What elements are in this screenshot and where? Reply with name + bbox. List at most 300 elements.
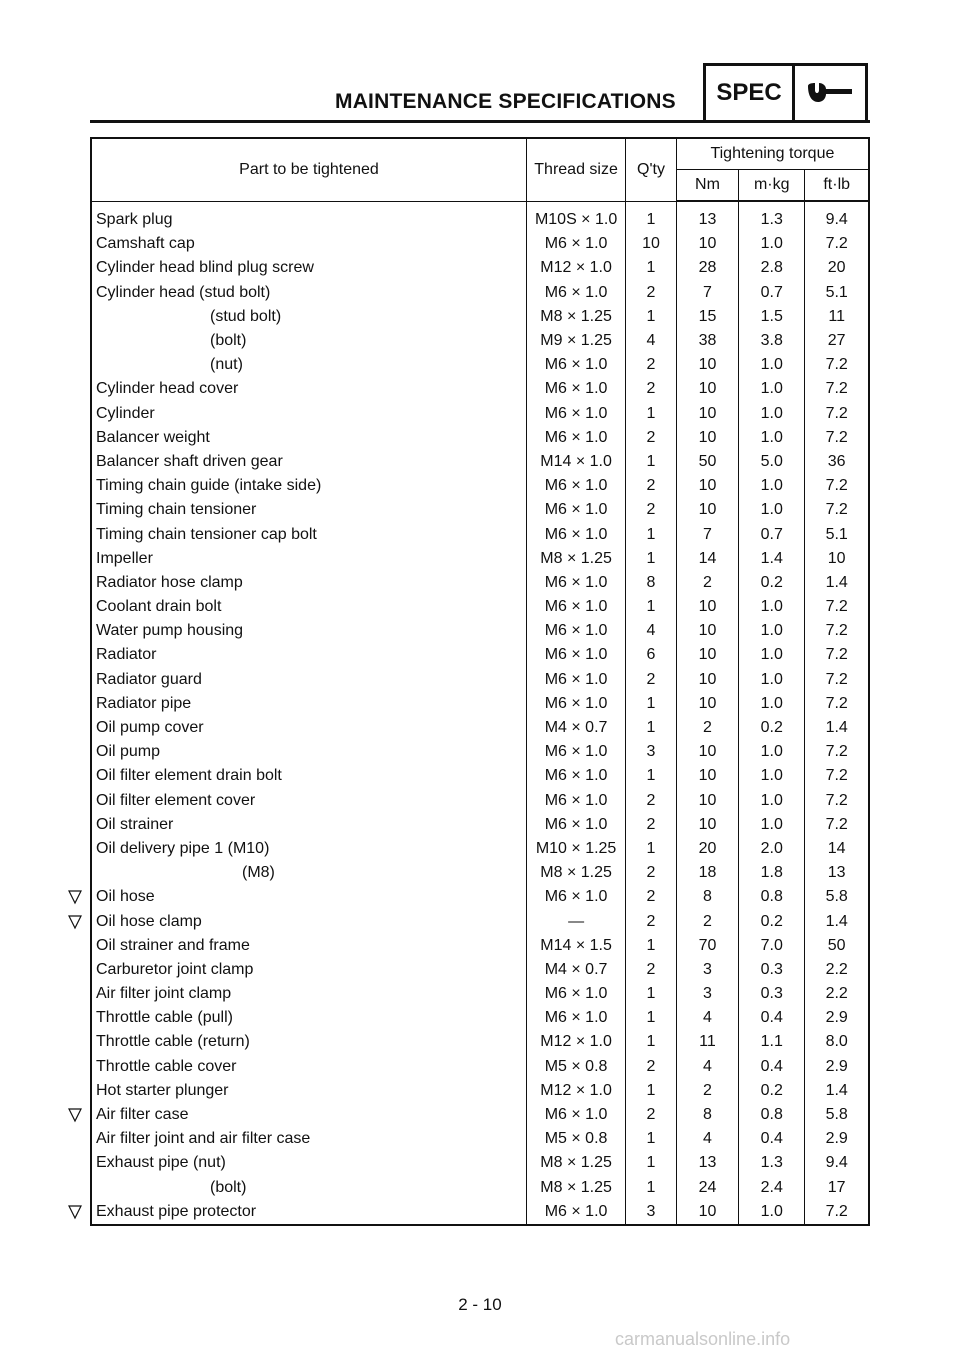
quantity-cell: 2 — [626, 281, 677, 305]
torque-ftlb-cell: 7.2 — [805, 474, 869, 498]
quantity-cell: 2 — [626, 885, 677, 909]
table-row — [91, 909, 869, 933]
torque-nm-cell: 8 — [676, 885, 738, 909]
quantity-cell: 2 — [626, 1055, 677, 1079]
quantity-cell: 3 — [626, 1200, 677, 1225]
table-row — [91, 1030, 869, 1054]
header-nm: Nm — [676, 170, 738, 201]
thread-size-cell: M6 × 1.0 — [527, 740, 626, 764]
torque-nm-cell: 10 — [676, 813, 738, 837]
page-number: 2 - 10 — [458, 1295, 502, 1314]
torque-nm-cell: 10 — [676, 619, 738, 643]
thread-size-cell: M6 × 1.0 — [527, 692, 626, 716]
torque-mkg-cell: 7.0 — [739, 934, 805, 958]
quantity-cell: 1 — [626, 202, 677, 233]
part-cell: Carburetor joint clamp — [96, 960, 254, 978]
triangle-marker-icon — [67, 1107, 83, 1123]
part-cell: (stud bolt) — [210, 307, 282, 325]
torque-mkg-cell: 1.1 — [739, 1030, 805, 1054]
torque-ftlb-cell: 7.2 — [805, 813, 869, 837]
torque-ftlb-cell: 2.2 — [805, 958, 869, 982]
torque-nm-cell: 2 — [676, 571, 738, 595]
table-row — [91, 837, 869, 861]
quantity-cell: 2 — [626, 426, 677, 450]
part-cell: Radiator guard — [96, 670, 202, 688]
triangle-marker-icon — [67, 914, 83, 930]
section-icon-box — [792, 63, 868, 120]
quantity-cell: 2 — [626, 474, 677, 498]
torque-ftlb-cell: 8.0 — [805, 1030, 869, 1054]
torque-nm-cell: 15 — [676, 305, 738, 329]
torque-nm-cell: 10 — [676, 740, 738, 764]
header-thread: Thread size — [527, 138, 626, 201]
torque-nm-cell: 10 — [676, 474, 738, 498]
torque-nm-cell: 4 — [676, 1055, 738, 1079]
table-row — [91, 1006, 869, 1030]
part-cell: Oil filter element cover — [96, 791, 256, 809]
torque-ftlb-cell: 14 — [805, 837, 869, 861]
torque-nm-cell: 11 — [676, 1030, 738, 1054]
quantity-cell: 1 — [626, 256, 677, 280]
thread-size-cell: M14 × 1.5 — [527, 934, 626, 958]
torque-ftlb-cell: 17 — [805, 1176, 869, 1200]
part-cell: Air filter joint clamp — [96, 985, 232, 1003]
table-row — [91, 692, 869, 716]
part-cell: Air filter joint and air filter case — [96, 1130, 311, 1148]
torque-nm-cell: 10 — [676, 692, 738, 716]
quantity-cell: 1 — [626, 934, 677, 958]
thread-size-cell: — — [527, 909, 626, 933]
thread-size-cell: M8 × 1.25 — [527, 547, 626, 571]
thread-size-cell: M8 × 1.25 — [527, 1176, 626, 1200]
torque-mkg-cell: 1.0 — [739, 1200, 805, 1225]
triangle-marker-icon — [67, 1204, 83, 1220]
quantity-cell: 2 — [626, 789, 677, 813]
table-row — [91, 1151, 869, 1175]
thread-size-cell: M6 × 1.0 — [527, 232, 626, 256]
torque-mkg-cell: 1.0 — [739, 498, 805, 522]
table-row — [91, 402, 869, 426]
part-cell: Cylinder head cover — [96, 380, 239, 398]
triangle-marker-icon — [67, 889, 83, 905]
part-cell: Cylinder head blind plug screw — [96, 259, 314, 277]
thread-size-cell: M6 × 1.0 — [527, 426, 626, 450]
table-row — [91, 426, 869, 450]
thread-size-cell: M6 × 1.0 — [527, 281, 626, 305]
quantity-cell: 10 — [626, 232, 677, 256]
table-row — [91, 571, 869, 595]
table-row — [91, 958, 869, 982]
torque-mkg-cell: 0.2 — [739, 716, 805, 740]
table-row — [91, 1176, 869, 1200]
thread-size-cell: M6 × 1.0 — [527, 982, 626, 1006]
torque-ftlb-cell: 5.1 — [805, 522, 869, 546]
part-cell: Timing chain tensioner cap bolt — [96, 525, 317, 543]
thread-size-cell: M12 × 1.0 — [527, 1079, 626, 1103]
part-cell: Balancer weight — [96, 428, 210, 446]
thread-size-cell: M4 × 0.7 — [527, 716, 626, 740]
table-row — [91, 861, 869, 885]
thread-size-cell: M4 × 0.7 — [527, 958, 626, 982]
torque-mkg-cell: 0.2 — [739, 571, 805, 595]
torque-mkg-cell: 1.0 — [739, 813, 805, 837]
part-cell: Oil pump — [96, 743, 161, 761]
quantity-cell: 2 — [626, 958, 677, 982]
torque-ftlb-cell: 7.2 — [805, 498, 869, 522]
quantity-cell: 2 — [626, 498, 677, 522]
torque-mkg-cell: 2.8 — [739, 256, 805, 280]
table-row — [91, 1079, 869, 1103]
torque-nm-cell: 4 — [676, 1006, 738, 1030]
torque-nm-cell: 50 — [676, 450, 738, 474]
torque-mkg-cell: 1.0 — [739, 643, 805, 667]
table-body — [91, 202, 869, 1225]
watermark: carmanualsonline.info — [615, 1329, 791, 1349]
table-row — [91, 281, 869, 305]
quantity-cell: 1 — [626, 522, 677, 546]
table-row — [91, 474, 869, 498]
table-row — [91, 740, 869, 764]
torque-mkg-cell: 1.3 — [739, 1151, 805, 1175]
torque-mkg-cell: 0.7 — [739, 281, 805, 305]
torque-ftlb-cell: 7.2 — [805, 619, 869, 643]
thread-size-cell: M6 × 1.0 — [527, 571, 626, 595]
table-row — [91, 353, 869, 377]
torque-mkg-cell: 1.0 — [739, 764, 805, 788]
torque-spec-table — [90, 137, 870, 1226]
thread-size-cell: M6 × 1.0 — [527, 1006, 626, 1030]
table-row — [91, 377, 869, 401]
thread-size-cell: M6 × 1.0 — [527, 885, 626, 909]
torque-nm-cell: 10 — [676, 402, 738, 426]
torque-nm-cell: 24 — [676, 1176, 738, 1200]
thread-size-cell: M6 × 1.0 — [527, 402, 626, 426]
part-cell: Radiator — [96, 646, 157, 664]
torque-nm-cell: 10 — [676, 498, 738, 522]
part-cell: (bolt) — [210, 332, 247, 350]
part-cell: (nut) — [210, 356, 243, 374]
thread-size-cell: M8 × 1.25 — [527, 861, 626, 885]
quantity-cell: 3 — [626, 740, 677, 764]
thread-size-cell: M6 × 1.0 — [527, 595, 626, 619]
thread-size-cell: M6 × 1.0 — [527, 1200, 626, 1225]
torque-nm-cell: 18 — [676, 861, 738, 885]
table-row — [91, 619, 869, 643]
thread-size-cell: M6 × 1.0 — [527, 353, 626, 377]
thread-size-cell: M12 × 1.0 — [527, 1030, 626, 1054]
thread-size-cell: M6 × 1.0 — [527, 643, 626, 667]
torque-ftlb-cell: 20 — [805, 256, 869, 280]
thread-size-cell: M6 × 1.0 — [527, 377, 626, 401]
quantity-cell: 1 — [626, 837, 677, 861]
torque-mkg-cell: 0.4 — [739, 1055, 805, 1079]
torque-mkg-cell: 1.0 — [739, 595, 805, 619]
torque-ftlb-cell: 9.4 — [805, 202, 869, 233]
torque-nm-cell: 10 — [676, 668, 738, 692]
part-cell: Exhaust pipe (nut) — [96, 1154, 226, 1172]
torque-ftlb-cell: 9.4 — [805, 1151, 869, 1175]
part-cell: Throttle cable cover — [96, 1057, 237, 1075]
torque-nm-cell: 10 — [676, 764, 738, 788]
torque-ftlb-cell: 2.2 — [805, 982, 869, 1006]
part-cell: Cylinder head (stud bolt) — [96, 283, 271, 301]
torque-mkg-cell: 1.0 — [739, 619, 805, 643]
thread-size-cell: M9 × 1.25 — [527, 329, 626, 353]
header-rule — [90, 120, 870, 123]
thread-size-cell: M6 × 1.0 — [527, 668, 626, 692]
thread-size-cell: M5 × 0.8 — [527, 1055, 626, 1079]
quantity-cell: 1 — [626, 1151, 677, 1175]
torque-nm-cell: 10 — [676, 353, 738, 377]
part-cell: (bolt) — [210, 1178, 247, 1196]
table-row — [91, 450, 869, 474]
torque-ftlb-cell: 5.8 — [805, 885, 869, 909]
torque-ftlb-cell: 7.2 — [805, 402, 869, 426]
quantity-cell: 1 — [626, 402, 677, 426]
torque-mkg-cell: 2.4 — [739, 1176, 805, 1200]
table-row — [91, 595, 869, 619]
torque-nm-cell: 14 — [676, 547, 738, 571]
torque-mkg-cell: 1.3 — [739, 202, 805, 233]
torque-mkg-cell: 0.2 — [739, 1079, 805, 1103]
thread-size-cell: M6 × 1.0 — [527, 789, 626, 813]
torque-mkg-cell: 0.4 — [739, 1127, 805, 1151]
torque-nm-cell: 3 — [676, 958, 738, 982]
thread-size-cell: M6 × 1.0 — [527, 764, 626, 788]
table-row — [91, 934, 869, 958]
thread-size-cell: M8 × 1.25 — [527, 1151, 626, 1175]
header-qty: Q'ty — [626, 138, 677, 201]
torque-ftlb-cell: 50 — [805, 934, 869, 958]
part-cell: Water pump housing — [96, 622, 244, 640]
torque-mkg-cell: 1.0 — [739, 377, 805, 401]
torque-nm-cell: 10 — [676, 595, 738, 619]
quantity-cell: 2 — [626, 353, 677, 377]
quantity-cell: 8 — [626, 571, 677, 595]
wrench-icon — [804, 80, 856, 106]
thread-size-cell: M6 × 1.0 — [527, 498, 626, 522]
torque-mkg-cell: 0.4 — [739, 1006, 805, 1030]
part-cell: Radiator hose clamp — [96, 573, 243, 591]
torque-ftlb-cell: 7.2 — [805, 668, 869, 692]
part-cell: (M8) — [242, 864, 275, 882]
torque-ftlb-cell: 1.4 — [805, 909, 869, 933]
quantity-cell: 1 — [626, 1079, 677, 1103]
torque-mkg-cell: 3.8 — [739, 329, 805, 353]
torque-nm-cell: 10 — [676, 643, 738, 667]
quantity-cell: 1 — [626, 305, 677, 329]
table-row — [91, 522, 869, 546]
torque-ftlb-cell: 27 — [805, 329, 869, 353]
quantity-cell: 2 — [626, 377, 677, 401]
quantity-cell: 2 — [626, 1103, 677, 1127]
torque-mkg-cell: 1.0 — [739, 474, 805, 498]
thread-size-cell: M6 × 1.0 — [527, 1103, 626, 1127]
quantity-cell: 1 — [626, 982, 677, 1006]
table-row — [91, 305, 869, 329]
thread-size-cell: M6 × 1.0 — [527, 813, 626, 837]
quantity-cell: 1 — [626, 764, 677, 788]
torque-mkg-cell: 0.8 — [739, 885, 805, 909]
part-cell: Camshaft cap — [96, 235, 195, 253]
quantity-cell: 1 — [626, 450, 677, 474]
quantity-cell: 2 — [626, 909, 677, 933]
table-row — [91, 329, 869, 353]
torque-mkg-cell: 1.0 — [739, 692, 805, 716]
table-row — [91, 202, 869, 233]
header-ftlb: ft·lb — [805, 170, 869, 201]
torque-ftlb-cell: 7.2 — [805, 643, 869, 667]
thread-size-cell: M8 × 1.25 — [527, 305, 626, 329]
quantity-cell: 2 — [626, 813, 677, 837]
table-row — [91, 1200, 869, 1225]
quantity-cell: 4 — [626, 329, 677, 353]
torque-mkg-cell: 1.0 — [739, 426, 805, 450]
thread-size-cell: M10S × 1.0 — [527, 202, 626, 233]
torque-nm-cell: 8 — [676, 1103, 738, 1127]
part-cell: Timing chain tensioner — [96, 501, 257, 519]
table-row — [91, 668, 869, 692]
part-cell: Oil strainer — [96, 815, 174, 833]
table-row — [91, 547, 869, 571]
torque-ftlb-cell: 7.2 — [805, 377, 869, 401]
torque-nm-cell: 10 — [676, 1200, 738, 1225]
section-tag: SPEC — [703, 63, 795, 120]
torque-mkg-cell: 1.5 — [739, 305, 805, 329]
table-row — [91, 256, 869, 280]
quantity-cell: 1 — [626, 1127, 677, 1151]
header-mkg: m·kg — [739, 170, 805, 201]
thread-size-cell: M6 × 1.0 — [527, 619, 626, 643]
part-cell: Oil delivery pipe 1 (M10) — [96, 839, 270, 857]
part-cell: Oil hose clamp — [96, 912, 202, 930]
torque-ftlb-cell: 10 — [805, 547, 869, 571]
torque-ftlb-cell: 1.4 — [805, 716, 869, 740]
quantity-cell: 1 — [626, 1006, 677, 1030]
torque-ftlb-cell: 1.4 — [805, 571, 869, 595]
torque-mkg-cell: 0.3 — [739, 958, 805, 982]
torque-ftlb-cell: 7.2 — [805, 764, 869, 788]
torque-nm-cell: 10 — [676, 232, 738, 256]
thread-size-cell: M12 × 1.0 — [527, 256, 626, 280]
torque-ftlb-cell: 11 — [805, 305, 869, 329]
torque-mkg-cell: 2.0 — [739, 837, 805, 861]
torque-mkg-cell: 5.0 — [739, 450, 805, 474]
quantity-cell: 4 — [626, 619, 677, 643]
torque-mkg-cell: 1.0 — [739, 402, 805, 426]
table-row — [91, 232, 869, 256]
torque-nm-cell: 3 — [676, 982, 738, 1006]
table-row — [91, 789, 869, 813]
part-cell: Cylinder — [96, 404, 155, 422]
torque-nm-cell: 10 — [676, 426, 738, 450]
torque-ftlb-cell: 5.1 — [805, 281, 869, 305]
page-title: MAINTENANCE SPECIFICATIONS — [335, 90, 676, 113]
quantity-cell: 1 — [626, 547, 677, 571]
table-row — [91, 982, 869, 1006]
torque-ftlb-cell: 7.2 — [805, 232, 869, 256]
torque-nm-cell: 10 — [676, 377, 738, 401]
torque-ftlb-cell: 13 — [805, 861, 869, 885]
torque-ftlb-cell: 36 — [805, 450, 869, 474]
part-cell: Throttle cable (return) — [96, 1033, 250, 1051]
quantity-cell: 1 — [626, 692, 677, 716]
quantity-cell: 1 — [626, 595, 677, 619]
torque-mkg-cell: 0.8 — [739, 1103, 805, 1127]
torque-nm-cell: 10 — [676, 789, 738, 813]
torque-ftlb-cell: 7.2 — [805, 740, 869, 764]
torque-ftlb-cell: 2.9 — [805, 1006, 869, 1030]
part-cell: Oil pump cover — [96, 719, 204, 737]
part-cell: Spark plug — [96, 211, 173, 229]
quantity-cell: 1 — [626, 716, 677, 740]
torque-ftlb-cell: 2.9 — [805, 1055, 869, 1079]
torque-nm-cell: 2 — [676, 1079, 738, 1103]
thread-size-cell: M5 × 0.8 — [527, 1127, 626, 1151]
thread-size-cell: M6 × 1.0 — [527, 474, 626, 498]
table-row — [91, 813, 869, 837]
thread-size-cell: M10 × 1.25 — [527, 837, 626, 861]
part-cell: Throttle cable (pull) — [96, 1009, 233, 1027]
torque-nm-cell: 70 — [676, 934, 738, 958]
part-cell: Air filter case — [96, 1106, 189, 1124]
torque-ftlb-cell: 7.2 — [805, 595, 869, 619]
table-row — [91, 885, 869, 909]
part-cell: Coolant drain bolt — [96, 598, 222, 616]
header-torque: Tightening torque — [676, 138, 869, 170]
part-cell: Radiator pipe — [96, 694, 192, 712]
torque-nm-cell: 2 — [676, 716, 738, 740]
torque-nm-cell: 4 — [676, 1127, 738, 1151]
part-cell: Balancer shaft driven gear — [96, 452, 283, 470]
part-cell: Oil filter element drain bolt — [96, 767, 282, 785]
thread-size-cell: M14 × 1.0 — [527, 450, 626, 474]
torque-mkg-cell: 1.0 — [739, 740, 805, 764]
torque-nm-cell: 13 — [676, 202, 738, 233]
torque-nm-cell: 7 — [676, 522, 738, 546]
part-cell: Timing chain guide (intake side) — [96, 477, 322, 495]
torque-ftlb-cell: 7.2 — [805, 692, 869, 716]
torque-ftlb-cell: 2.9 — [805, 1127, 869, 1151]
torque-nm-cell: 28 — [676, 256, 738, 280]
quantity-cell: 1 — [626, 1176, 677, 1200]
part-cell: Hot starter plunger — [96, 1081, 229, 1099]
quantity-cell: 2 — [626, 861, 677, 885]
torque-nm-cell: 13 — [676, 1151, 738, 1175]
torque-mkg-cell: 1.0 — [739, 789, 805, 813]
part-cell: Exhaust pipe protector — [96, 1202, 257, 1220]
quantity-cell: 6 — [626, 643, 677, 667]
torque-ftlb-cell: 7.2 — [805, 789, 869, 813]
torque-ftlb-cell: 1.4 — [805, 1079, 869, 1103]
torque-mkg-cell: 1.8 — [739, 861, 805, 885]
torque-ftlb-cell: 5.8 — [805, 1103, 869, 1127]
torque-mkg-cell: 0.7 — [739, 522, 805, 546]
torque-nm-cell: 20 — [676, 837, 738, 861]
table-row — [91, 643, 869, 667]
quantity-cell: 1 — [626, 1030, 677, 1054]
torque-nm-cell: 2 — [676, 909, 738, 933]
torque-ftlb-cell: 7.2 — [805, 353, 869, 377]
table-row — [91, 498, 869, 522]
torque-nm-cell: 38 — [676, 329, 738, 353]
quantity-cell: 2 — [626, 668, 677, 692]
torque-mkg-cell: 0.2 — [739, 909, 805, 933]
table-row — [91, 1103, 869, 1127]
table-row — [91, 1127, 869, 1151]
thread-size-cell: M6 × 1.0 — [527, 522, 626, 546]
torque-mkg-cell: 1.0 — [739, 353, 805, 377]
